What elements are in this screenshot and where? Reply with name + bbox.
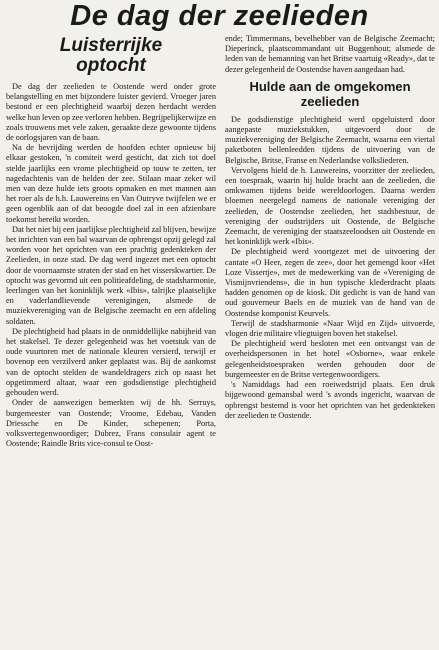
- left-column: [6, 34, 216, 449]
- right-column: [225, 34, 435, 449]
- left-column-body: [6, 82, 216, 449]
- section-headline: [225, 79, 435, 109]
- right-column-intro: [225, 34, 435, 75]
- paragraph: Dat het niet bij een jaarlijkse plechtigheid zal blijven, bewijze het inrichten van een bal waarvan de opbrengst opzij gelegd zal worden voor het oprichten van een prachtig gedenkteken der Zeelieden, in onze stad. De dag werd ingezet met een optocht door de voornaamste straten der stad en het visserskwartier. De optocht was gevormd uit een politieafdeling, de stadsharmonie, leerlingen van het koninklijk werk «Ibis», talrijke plaatselijke en vaderlandlievende verenigingen, alsmede de muziekvereniging van de Belgische zeemacht en een afdeling soldaten.: [6, 224, 216, 326]
- right-column-body: [225, 115, 435, 421]
- headline-line-2: optocht: [76, 55, 146, 76]
- headline-line-1: Luisterrijke: [59, 35, 163, 56]
- paragraph: Terwijl de stadsharmonie «Naar Wijd en Zijd» uitvoerde, vlogen drie militaire vliegtuigen boven het stakelsel.: [225, 318, 435, 339]
- section-headline-line-2: zeelieden: [300, 93, 360, 109]
- paragraph: Vervolgens hield de h. Lauwereins, voorzitter der zeelieden, een toespraak, waarin hij hulde bracht aan de zeelieden, die omkwamen tijdens beide wereldoorlogen. Daarna werden bloemen neergelegd namens de nationale vereniging der zeelieden, de Oostendse zeelieden, het stadsbestuur, de vereniging der oudstrijders uit Oostende, de Belgische Zeemacht, de vereniging der staatszeeloodsen uit Oostende en het koninklijk werk «Ibis».: [225, 165, 435, 247]
- section-headline-line-1: Hulde aan de omgekomen: [249, 78, 411, 94]
- paragraph: De dag der zeelieden te Oostende werd onder grote belangstelling en met bijzondere luister gevierd. Vroeger jaren bestond er een plechtigheid waarbij dezen herdacht werden welke hun leven op zee verloren hebben. Begrijpelijkerwijze en zoals trouwens met vele zaken, geraakte deze gewoonte tijdens de oorlogsjaren van de baan.: [6, 82, 216, 143]
- article-columns: [6, 34, 433, 449]
- article-headline: [6, 36, 216, 76]
- paragraph: De plechtigheid werd besloten met een ontvangst van de overheidspersonen in het hotel «Osborne», waar enkele gelegenheidstoespraken werden gehouden door de burgemeester en de Britse vertegenwoordigers.: [225, 339, 435, 379]
- paragraph: Na de bevrijding werden de hoofden echter opnieuw bij elkaar gestoken, 'n comiteit werd gesticht, dat zich tot doel stelde jaarlijks een vrome plechtigheid op touw te zetten, ter nagedachtenis van de helden der zee. Stilaan maar zeker wil men van deze hulde iets groots opmaken en met mannen aan het roer als de h.h. Lauwereins en Van Outryve twijfelen we er geen ogenblik aan of dat beoogde doel zal in een afzienbare toekomst bereikt worden.: [6, 143, 216, 224]
- paragraph: 's Namiddags had een roeiwedstrijd plaats. Een druk bijgewoond gemansbal werd 's avonds ingericht, waarvan de opbrengst bestemd is voor het oprichten van het gedenkteken der zeelieden te Oostende.: [225, 380, 435, 420]
- paragraph: Onder de aanwezigen bemerkten wij de hh. Serruys, burgemeester van Oostende; Vroome, Edebau, Vanden Driessche en De Kinder, schepenen; Porta, volksvertegenwoordiger; Dubrez, Frans consulair agent te Oostende; Raindle Brits vice-consul te Oost-: [6, 398, 216, 449]
- paragraph: De godsdienstige plechtigheid werd opgeluisterd door aangepaste muziekstukken, uitgevoerd door de muziekvereniging der Belgische Zeemacht, waarna een viertal paketboten bellenleedden tijdens de uitvoering van de Belgische, Britse, Franse en Nederlandse volksliederen.: [225, 114, 435, 165]
- paragraph: De plechtigheid had plaats in de onmiddellijke nabijheid van het stakelsel. Te dezer gelegenheid was het voetstuk van de oude vuurtoren met de nationale kleuren versierd, terwijl er bovenop een verzilverd anker geplaatst was. Bij de aankomst van de optocht stelden de wandeldragers zich op naast het opgetimmerd altaar, waar een godsdienstige plechtigheid gehouden werd.: [6, 326, 216, 398]
- paragraph: De plechtigheid werd voortgezet met de uitvoering der cantate «O Heer, zegen de zee», door het gemengd koor «Het Loze Vissertje», met de medewerking van de «Vereniging de Vismijnvriendens», die in hun typische klederdracht plaats hadden genomen op de kiosk. Dit gedicht is van de hand van oud gouverneur Baels en de muziek van de hand van de Oostendse komponist Keurvels.: [225, 247, 435, 318]
- page-title: De dag der zeelieden: [70, 0, 369, 32]
- paragraph: ende; Timmermans, bevelhebber van de Belgische Zeemacht; Dieperinck, plaatscommandant uit Buggenhout; alsmede de leden van de bemanning van het Britse vaartuig «Ready», dat te dezer gelegenheid de Oostendse haven aangedaan had.: [225, 34, 435, 74]
